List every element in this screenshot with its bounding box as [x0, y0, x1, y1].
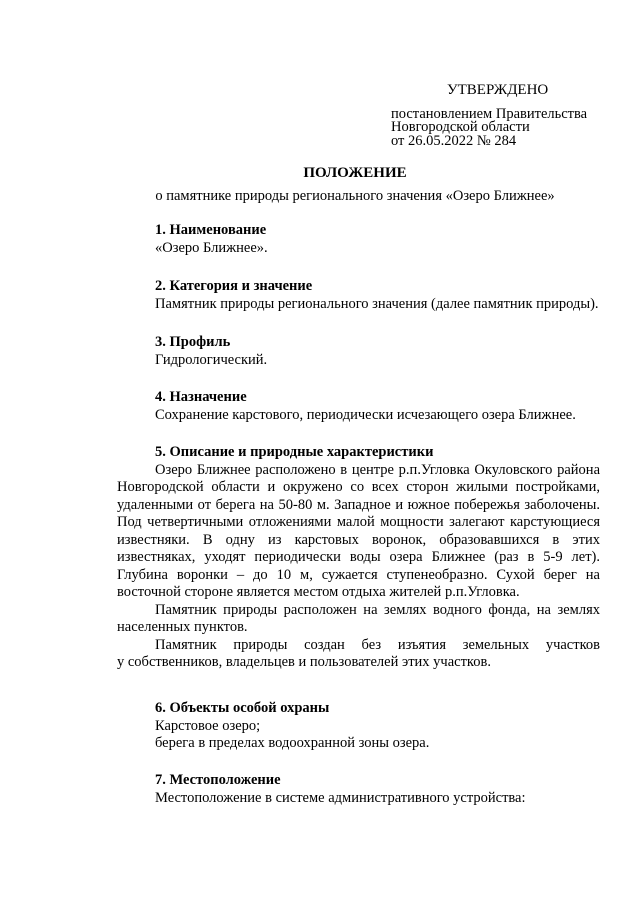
- approval-line: Новгородской области: [391, 119, 530, 135]
- section-purpose: [117, 389, 600, 424]
- section-body: Местоположение в системе административного устройства:: [155, 789, 526, 806]
- section-body: Сохранение карстового, периодически исчезающего озера Ближнее.: [155, 406, 576, 423]
- section-location: [117, 772, 600, 807]
- approval-stamp: [391, 82, 621, 148]
- section-heading: 3. Профиль: [155, 334, 231, 350]
- document-title: ПОЛОЖЕНИЕ: [303, 165, 407, 181]
- description-paragraph: Озеро Ближнее расположено в центре р.п.Угловка Окуловского района Новгородской области и окружено со всех сторон жилыми постройками, удаленными от берега на 50-80 м. Западное и южное побережья заболочены. Под четвертичными отложениями малой мощности залегают карстующиеся известняки. В одну из карстовых воронок, образовавшихся в этих известняках, уходят периодически воды озера Ближнее (раз в 5-9 лет). Глубина воронки – до 10 м, сужается ступенеобразно. Сухой берег на восточной стороне является местом отдыха жителей р.п.Угловка.: [117, 461, 600, 600]
- section-heading: 5. Описание и природные характеристики: [155, 444, 434, 460]
- section-body: Памятник природы регионального значения (далее памятник природы).: [155, 295, 599, 312]
- section-body: Гидрологический.: [155, 351, 268, 368]
- approval-line: постановлением Правительства: [391, 105, 588, 122]
- section-heading: 2. Категория и значение: [155, 278, 313, 294]
- description-paragraph: Памятник природы расположен на землях водного фонда, на землях населенных пунктов.: [117, 601, 600, 635]
- section-protected-objects: [117, 700, 600, 753]
- section-heading: 6. Объекты особой охраны: [155, 700, 330, 716]
- description-paragraph-line: Памятник природы создан без изъятия земельных участков: [155, 636, 600, 653]
- approval-heading: УТВЕРЖДЕНО: [447, 82, 549, 98]
- approval-line: от 26.05.2022 № 284: [391, 132, 517, 149]
- section-description: [117, 444, 600, 672]
- section-heading: 7. Местоположение: [155, 772, 281, 788]
- section-body: «Озеро Ближнее».: [155, 239, 268, 256]
- list-item: Карстовое озеро;: [155, 717, 261, 734]
- section-profile: [117, 334, 600, 369]
- document-subtitle: о памятнике природы регионального значения «Озеро Ближнее»: [155, 187, 555, 204]
- section-category: [117, 278, 600, 313]
- section-heading: 4. Назначение: [155, 389, 247, 405]
- section-name: [117, 222, 600, 257]
- list-item: берега в пределах водоохранной зоны озера.: [155, 735, 430, 751]
- document-title-block: [145, 165, 565, 205]
- section-heading: 1. Наименование: [155, 222, 267, 238]
- description-paragraph-line: у собственников, владельцев и пользователей этих участков.: [117, 654, 491, 670]
